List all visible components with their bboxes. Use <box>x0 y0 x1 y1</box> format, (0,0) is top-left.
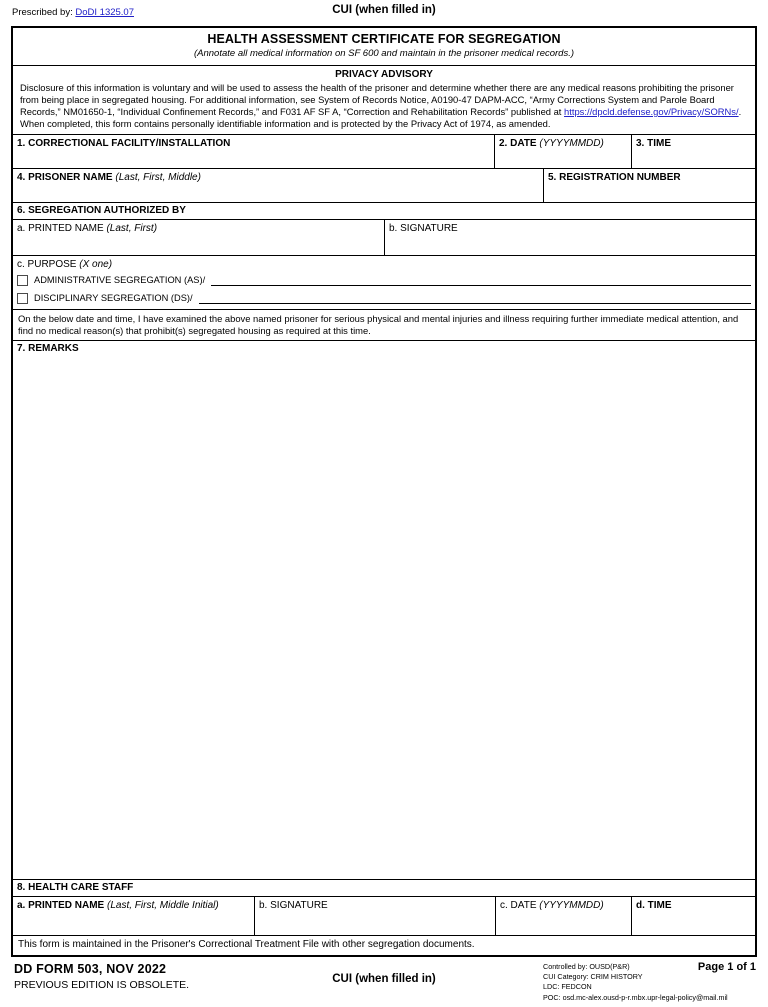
field-2-label: 2. DATE <box>499 137 540 149</box>
form-title-block <box>13 28 755 66</box>
field-4-label: 4. PRISONER NAME <box>17 171 116 183</box>
section-7-heading: 7. REMARKS <box>17 343 79 355</box>
form-number: DD FORM 503, NOV 2022 <box>14 962 167 976</box>
ldc-line: LDC: FEDCON <box>543 982 592 992</box>
row-prisoner-registration <box>13 169 755 203</box>
privacy-text-part1: Disclosure of this information is voluntary and will be used to assess the health of the prisoner and determine whether there are any medical reasons prohibiting the prisoner from being place in segregated housing. For additional information, see System of Records Notice, A0190-47 DAPM-ACC, “Army Corrections System and Parole Board Records,” NM01650-1, “Individual Confinement Records,” and F031 AF SF A, “Correction and Rehabilitation Records” published at <box>20 82 734 118</box>
field-8d-time[interactable] <box>632 897 755 935</box>
privacy-text-part2: . When completed, this form contains personally identifiable information and is protected by the Privacy Act of 1974, as amended. <box>20 106 742 129</box>
field-8d-label: d. TIME <box>636 900 672 911</box>
privacy-advisory-section <box>13 66 755 134</box>
row-authorizer-name-signature <box>13 220 755 256</box>
checkbox-administrative-segregation[interactable] <box>17 275 28 286</box>
field-1-label: 1. CORRECTIONAL FACILITY/INSTALLATION <box>17 137 231 149</box>
section-8-heading: 8. HEALTH CARE STAFF <box>13 880 755 897</box>
field-4-hint: (Last, First, Middle) <box>115 171 201 183</box>
form-body <box>11 26 757 957</box>
checkbox-row-disciplinary[interactable] <box>17 291 755 306</box>
section-6-heading: 6. SEGREGATION AUTHORIZED BY <box>13 203 755 220</box>
checkbox-disciplinary-segregation[interactable] <box>17 293 28 304</box>
field-2-hint: (YYYYMMDD) <box>539 137 604 149</box>
section-7-remarks[interactable] <box>13 341 755 880</box>
field-8c-hint: (YYYYMMDD) <box>539 900 604 911</box>
row-facility-date-time <box>13 135 755 169</box>
document-footer <box>0 960 768 1007</box>
field-8c-date[interactable] <box>496 897 632 935</box>
examination-statement: On the below date and time, I have examined the above named prisoner for serious physical and mental injuries and illness requiring further immediate medical attention, and find no medical reason(s) that prohibit(s) segregated housing as required at this time. <box>13 310 755 342</box>
poc-line: POC: osd.mc-alex.ousd-p-r.mbx.upr-legal-policy@mail.mil <box>543 992 728 1002</box>
field-correctional-facility[interactable] <box>13 135 495 168</box>
field-time[interactable] <box>632 135 755 168</box>
field-6a-printed-name[interactable] <box>13 220 385 255</box>
cui-banner-top: CUI (when filled in) <box>332 4 436 16</box>
prescribed-by-prefix: Prescribed by: <box>12 7 76 18</box>
field-registration-number[interactable] <box>544 169 755 202</box>
form-title: HEALTH ASSESSMENT CERTIFICATE FOR SEGREGATION <box>207 32 561 46</box>
field-8c-label: c. DATE <box>500 900 540 911</box>
field-8a-printed-name[interactable] <box>13 897 255 935</box>
field-6a-label: a. PRINTED NAME <box>17 222 107 234</box>
field-date[interactable] <box>495 135 632 168</box>
field-8a-label: a. PRINTED NAME <box>17 900 108 911</box>
field-6c-label-wrap <box>17 259 755 270</box>
field-6a-hint: (Last, First) <box>106 222 158 234</box>
page-number: Page 1 of 1 <box>697 961 756 973</box>
sorns-privacy-link[interactable]: https://dpcld.defense.gov/Privacy/SORNs/ <box>564 106 739 118</box>
form-subtitle: (Annotate all medical information on SF 600 and maintain in the prisoner medical records.) <box>193 48 575 59</box>
field-8b-label: b. SIGNATURE <box>259 900 328 911</box>
field-5-label: 5. REGISTRATION NUMBER <box>548 171 681 183</box>
field-8a-hint: (Last, First, Middle Initial) <box>107 900 219 911</box>
field-8b-signature[interactable] <box>255 897 496 935</box>
cui-category-line: CUI Category: CRIM HISTORY <box>543 972 643 982</box>
field-prisoner-name[interactable] <box>13 169 544 202</box>
disciplinary-segregation-fill-line[interactable] <box>199 293 751 304</box>
dodi-reference-link[interactable]: DoDI 1325.07 <box>75 7 134 18</box>
maintenance-note: This form is maintained in the Prisoner's Correctional Treatment File with other segregation documents. <box>18 939 475 950</box>
section-6c-purpose <box>13 256 755 310</box>
privacy-advisory-heading: PRIVACY ADVISORY <box>335 69 433 81</box>
field-6c-hint: (X one) <box>79 258 113 270</box>
privacy-advisory-text <box>13 82 755 134</box>
administrative-segregation-fill-line[interactable] <box>211 275 751 286</box>
checkbox-administrative-label: ADMINISTRATIVE SEGREGATION (AS)/ <box>34 275 206 286</box>
cui-banner-bottom: CUI (when filled in) <box>332 973 436 985</box>
previous-edition-note: PREVIOUS EDITION IS OBSOLETE. <box>14 979 190 991</box>
row-health-care-staff-fields <box>13 897 755 936</box>
checkbox-disciplinary-label: DISCIPLINARY SEGREGATION (DS)/ <box>34 293 193 304</box>
field-3-label: 3. TIME <box>636 137 672 149</box>
field-6b-label: b. SIGNATURE <box>389 222 458 234</box>
checkbox-row-administrative[interactable] <box>17 273 755 288</box>
document-header-strip <box>0 0 768 24</box>
field-6b-signature[interactable] <box>385 220 755 255</box>
field-6c-label: c. PURPOSE <box>17 258 80 270</box>
controlled-by-line: Controlled by: OUSD(P&R) <box>543 962 630 971</box>
